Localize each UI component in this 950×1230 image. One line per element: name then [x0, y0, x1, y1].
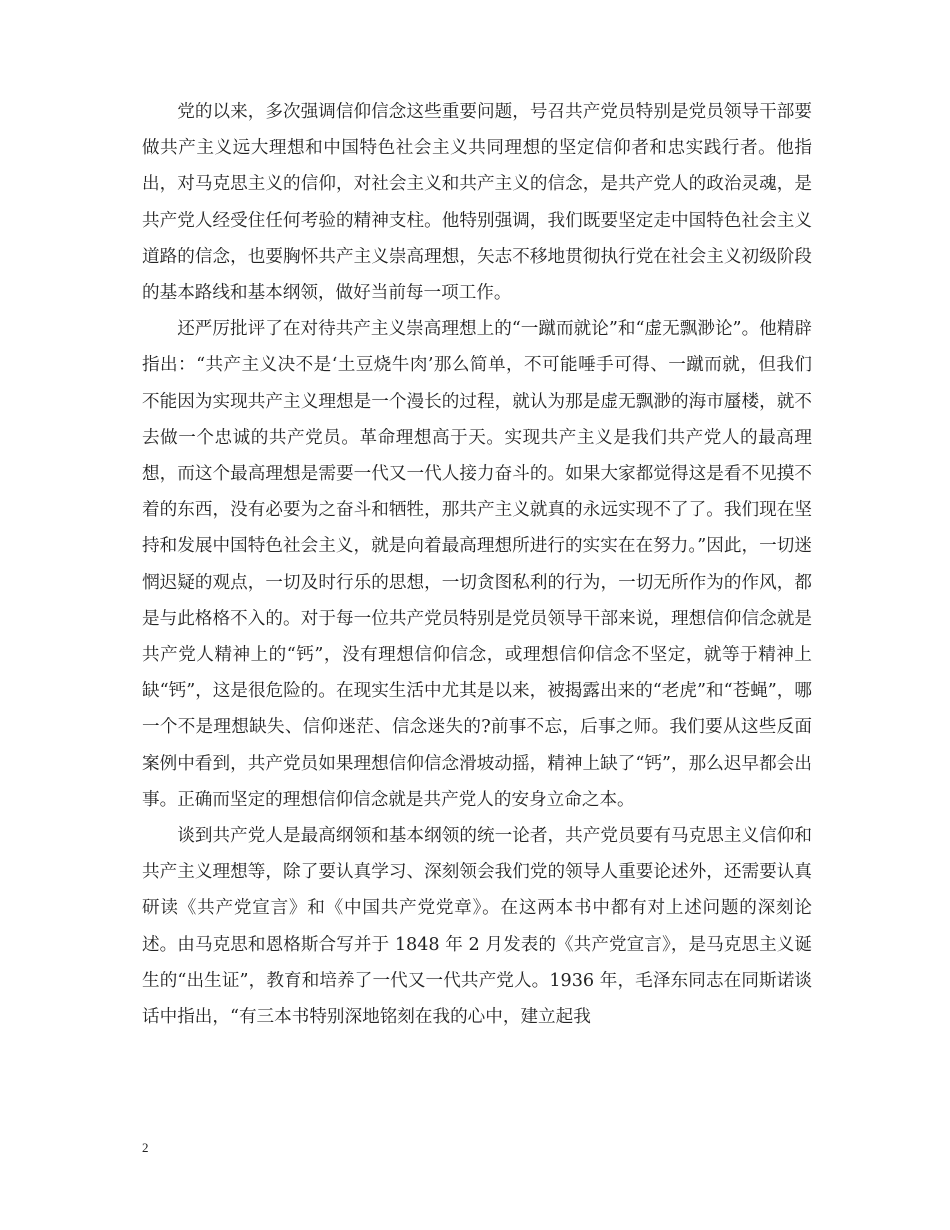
paragraph-3: 谈到共产党人是最高纲领和基本纲领的统一论者，共产党员要有马克思主义信仰和共产主义理想等，除了要认真学习、深刻领会我们党的领导人重要论述外，还需要认真研读《共产党宣言》和《中国共产党党章》。在这两本书中都有对上述问题的深刻论述。由马克思和恩格斯合写并于 1848 年 2 月发表的《共产党宣言》，是马克思主义诞生的“出生证”，教育和培养了一代又一代共产党人。1936 年，毛泽东同志在同斯诺谈话中指出，“有三本书特别深地铭刻在我的心中，建立起我 [142, 826, 812, 1028]
paragraph-2: 还严厉批评了在对待共产主义崇高理想上的“一蹴而就论”和“虚无飘渺论”。他精辟指出：“共产主义决不是‘土豆烧牛肉’那么简单，不可能唾手可得、一蹴而就，但我们不能因为实现共产主义理想是一个漫长的过程，就认为那是虚无飘渺的海市蜃楼，就不去做一个忠诚的共产党员。革命理想高于天。实现共产主义是我们共产党人的最高理想，而这个最高理想是需要一代又一代人接力奋斗的。如果大家都觉得这是看不见摸不着的东西，没有必要为之奋斗和牺牲，那共产主义就真的永远实现不了了。我们现在坚持和发展中国特色社会主义，就是向着最高理想所进行的实实在在努力。”因此，一切迷惘迟疑的观点，一切及时行乐的思想，一切贪图私利的行为，一切无所作为的作风，都是与此格格不入的。对于每一位共产党员特别是党员领导干部来说，理想信仰信念就是共产党人精神上的“钙”，没有理想信仰信念，或理想信仰信念不坚定，就等于精神上缺“钙”，这是很危险的。在现实生活中尤其是以来，被揭露出来的“老虎”和“苍蝇”，哪一个不是理想缺失、信仰迷茫、信念迷失的?前事不忘，后事之师。我们要从这些反面案例中看到，共产党员如果理想信仰信念滑坡动摇，精神上缺了“钙”，那么迟早都会出事。正确而坚定的理想信仰信念就是共产党人的安身立命之本。 [142, 319, 812, 810]
page-number: 2 [142, 1140, 149, 1155]
paragraph-1: 党的以来，多次强调信仰信念这些重要问题，号召共产党员特别是党员领导干部要做共产主义远大理想和中国特色社会主义共同理想的坚定信仰者和忠实践行者。他指出，对马克思主义的信仰，对社会主义和共产主义的信念，是共产党人的政治灵魂，是共产党人经受住任何考验的精神支柱。他特别强调，我们既要坚定走中国特色社会主义道路的信念，也要胸怀共产主义崇高理想，矢志不移地贯彻执行党在社会主义初级阶段的基本路线和基本纲领，做好当前每一项工作。 [142, 102, 812, 304]
document-body [142, 94, 812, 1035]
